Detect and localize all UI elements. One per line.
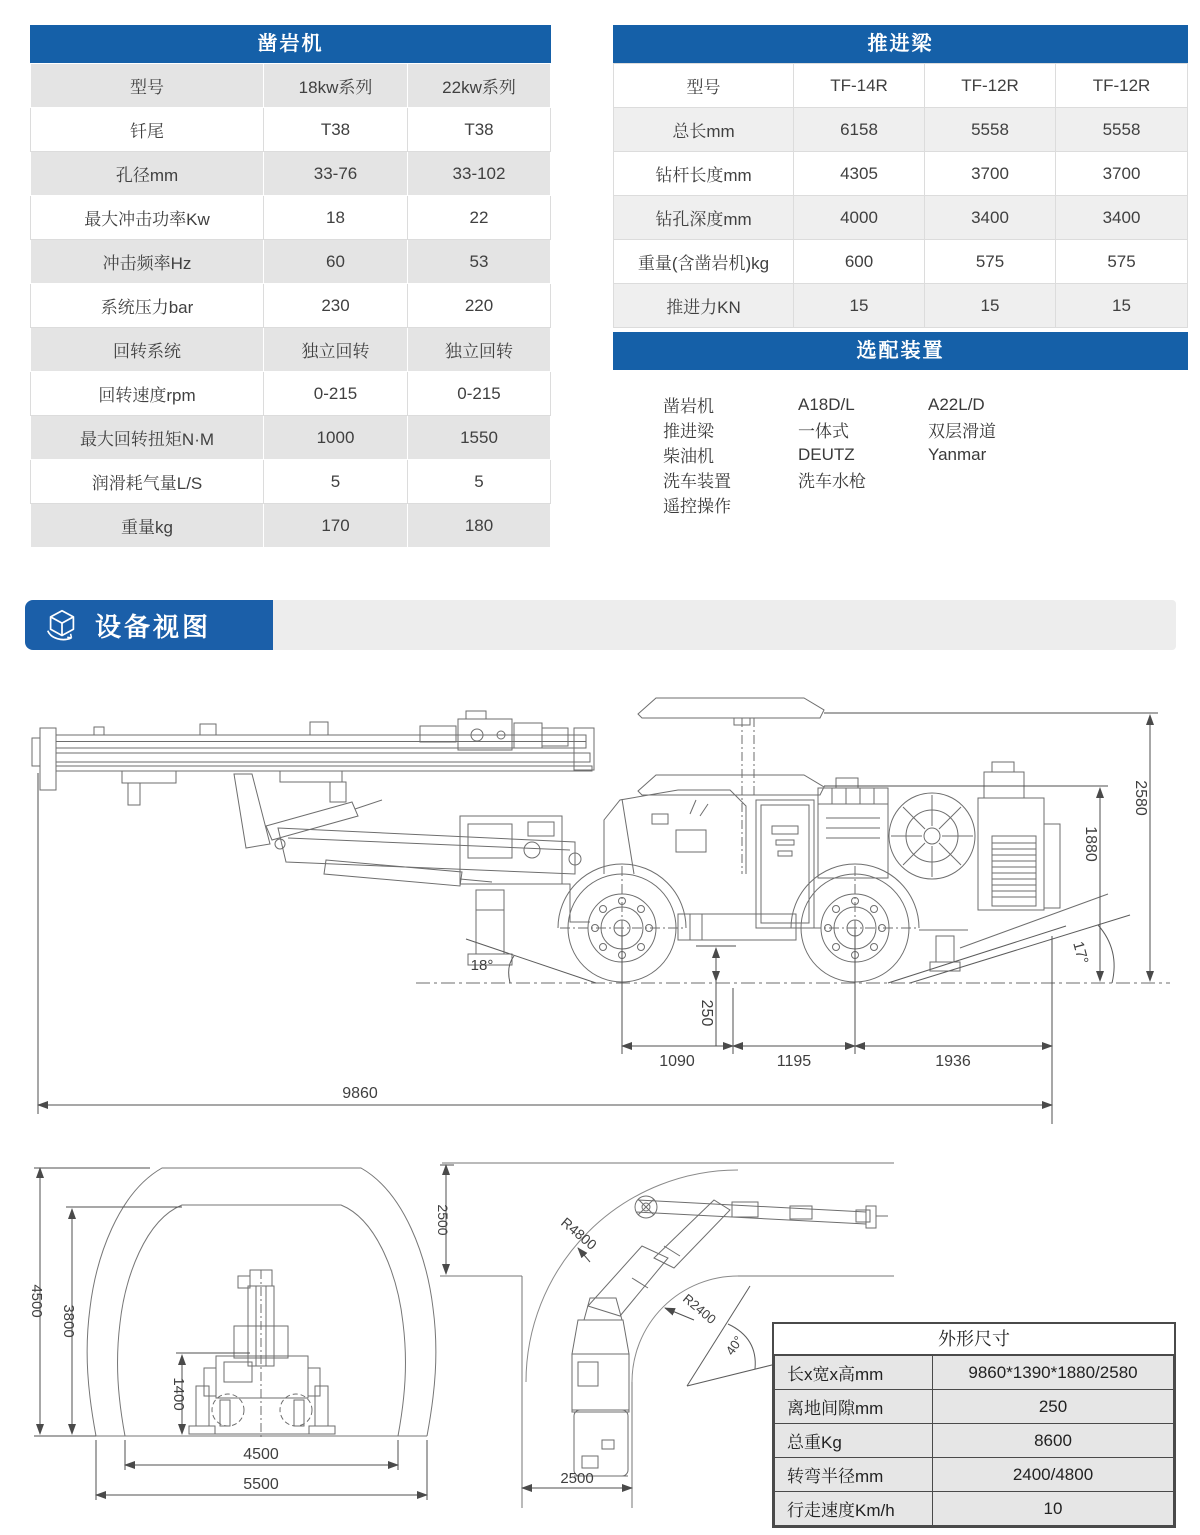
table-row [614, 284, 1188, 328]
table-cell: 6158 [794, 108, 925, 152]
table-cell: 33-102 [408, 152, 551, 196]
dim-corridor-width: 2500 [435, 1204, 451, 1236]
equipment-box [818, 778, 888, 878]
rotating-cube-icon [43, 606, 81, 644]
table-cell: 行走速度Km/h [775, 1492, 933, 1526]
dim-c: 1936 [935, 1053, 971, 1070]
table-cell: 1550 [408, 416, 551, 460]
table-cell: 250 [933, 1390, 1174, 1424]
table-cell: TF-12R [925, 64, 1056, 108]
optional-equipment-table [663, 392, 1188, 517]
dim-outer-radius: R4800 [558, 1214, 600, 1253]
table-row [775, 1424, 1174, 1458]
table-row [31, 284, 551, 328]
table-row [31, 328, 551, 372]
table-cell: 18 [264, 196, 408, 240]
table-cell: 回转速度rpm [31, 372, 264, 416]
feed-beam-table [613, 63, 1188, 328]
table-cell: 2400/4800 [933, 1458, 1174, 1492]
table-cell: 18kw系列 [264, 64, 408, 108]
table-cell: A18D/L [798, 394, 855, 414]
table-cell: 钻孔深度mm [614, 196, 794, 240]
table-cell: T38 [264, 108, 408, 152]
table-cell: 凿岩机 [663, 397, 714, 416]
table-row [614, 240, 1188, 284]
table-cell: 170 [264, 504, 408, 548]
rock-drill-title: 凿岩机 [30, 25, 551, 63]
table-cell: 系统压力bar [31, 284, 264, 328]
table-cell: 15 [925, 284, 1056, 328]
table-cell: 洗车装置 [663, 472, 731, 491]
table-row [663, 417, 1188, 442]
table-row [31, 416, 551, 460]
table-row [775, 1492, 1174, 1526]
table-cell: 型号 [31, 64, 264, 108]
feed-beam [32, 711, 594, 805]
front-view-drawing [10, 1158, 460, 1526]
table-cell: 180 [408, 504, 551, 548]
equipment-view-title: 设备视图 [95, 611, 212, 642]
dim-inner-width: 4500 [243, 1446, 279, 1463]
table-cell: 22kw系列 [408, 64, 551, 108]
table-cell: DEUTZ [798, 444, 855, 464]
table-cell: Yanmar [928, 444, 987, 464]
cable-reel [889, 793, 975, 879]
table-row [31, 64, 551, 108]
dim-angle-rear: 17° [1069, 939, 1092, 966]
table-row [775, 1390, 1174, 1424]
table-cell: 双层滑道 [928, 422, 996, 441]
table-cell: 3400 [1056, 196, 1188, 240]
table-cell: 钎尾 [31, 108, 264, 152]
dim-articulation-angle: 40° [722, 1333, 747, 1358]
table-row [31, 240, 551, 284]
equipment-view-tab [25, 600, 273, 650]
optional-equipment-title: 选配装置 [613, 332, 1188, 370]
table-row [31, 460, 551, 504]
table-cell: 4305 [794, 152, 925, 196]
dim-angle-front: 18° [470, 957, 494, 974]
table-cell: 转弯半径mm [775, 1458, 933, 1492]
side-dimensions [38, 713, 1158, 1124]
table-cell: TF-14R [794, 64, 925, 108]
table-cell: 5 [264, 460, 408, 504]
feed-beam-panel [613, 25, 1188, 328]
front-dimensions [34, 1168, 427, 1500]
table-cell: TF-12R [1056, 64, 1188, 108]
table-cell [798, 492, 928, 517]
table-cell: 遥控操作 [663, 497, 731, 516]
table-cell: 3700 [925, 152, 1056, 196]
rock-drill-panel [30, 25, 551, 548]
table-row [775, 1458, 1174, 1492]
table-cell: 8600 [933, 1424, 1174, 1458]
dim-height-body: 1880 [1082, 826, 1099, 862]
table-cell: 最大回转扭矩N·M [31, 416, 264, 460]
table-cell: 3400 [925, 196, 1056, 240]
table-cell: 重量kg [31, 504, 264, 548]
table-cell [928, 492, 1188, 517]
table-cell: 独立回转 [264, 328, 408, 372]
table-row [31, 504, 551, 548]
table-cell: 总重Kg [775, 1424, 933, 1458]
table-cell: 15 [794, 284, 925, 328]
table-cell: 润滑耗气量L/S [31, 460, 264, 504]
table-row [31, 196, 551, 240]
table-row [663, 392, 1188, 417]
table-row [663, 442, 1188, 467]
dim-ground-clearance: 250 [698, 999, 715, 1027]
table-cell: 洗车水枪 [798, 472, 866, 491]
table-cell: 4000 [794, 196, 925, 240]
table-cell: 长x宽x高mm [775, 1356, 933, 1390]
table-cell: 53 [408, 240, 551, 284]
dim-a: 1090 [659, 1053, 695, 1070]
table-cell: 0-215 [408, 372, 551, 416]
table-cell: 600 [794, 240, 925, 284]
table-cell: 推进力KN [614, 284, 794, 328]
table-cell: A22L/D [928, 394, 985, 414]
dim-tunnel-width: 5500 [243, 1476, 279, 1493]
optional-equipment-panel [613, 332, 1188, 517]
chassis [460, 816, 1108, 971]
table-row [31, 372, 551, 416]
table-cell: 9860*1390*1880/2580 [933, 1356, 1174, 1390]
table-row [31, 108, 551, 152]
table-cell: 总长mm [614, 108, 794, 152]
turning-arcs [526, 1170, 738, 1382]
table-cell: 5 [408, 460, 551, 504]
feed-beam-title: 推进梁 [613, 25, 1188, 63]
dim-inner-radius: R2400 [680, 1290, 720, 1327]
overall-dimensions-title: 外形尺寸 [774, 1324, 1174, 1355]
table-row [614, 108, 1188, 152]
table-cell: T38 [408, 108, 551, 152]
table-row [614, 152, 1188, 196]
dim-tunnel-height: 4500 [28, 1284, 45, 1318]
table-cell: 柴油机 [663, 447, 714, 466]
table-row [614, 64, 1188, 108]
table-row [663, 492, 1188, 517]
table-cell: 3700 [1056, 152, 1188, 196]
table-cell: 一体式 [798, 422, 849, 441]
boom-arm [234, 774, 581, 886]
rock-drill-table [30, 63, 551, 548]
table-cell: 回转系统 [31, 328, 264, 372]
table-cell: 5558 [1056, 108, 1188, 152]
dim-height-max: 2580 [1132, 780, 1149, 816]
dim-inner-height: 3800 [60, 1304, 77, 1338]
table-cell: 1000 [264, 416, 408, 460]
table-cell: 型号 [614, 64, 794, 108]
angle-lines [466, 915, 1130, 983]
table-cell: 230 [264, 284, 408, 328]
table-cell: 33-76 [264, 152, 408, 196]
side-view-drawing [30, 678, 1190, 1140]
table-cell: 最大冲击功率Kw [31, 196, 264, 240]
dim-b: 1195 [776, 1053, 812, 1070]
table-cell: 独立回转 [408, 328, 551, 372]
table-cell: 10 [933, 1492, 1174, 1526]
table-row [663, 467, 1188, 492]
table-cell: 575 [1056, 240, 1188, 284]
table-row [31, 152, 551, 196]
table-cell: 重量(含凿岩机)kg [614, 240, 794, 284]
overall-dimensions-table [774, 1355, 1174, 1526]
table-cell: 5558 [925, 108, 1056, 152]
table-cell: 离地间隙mm [775, 1390, 933, 1424]
hydraulic-cabinet [756, 800, 814, 928]
cab [604, 790, 746, 874]
table-cell: 0-215 [264, 372, 408, 416]
table-cell: 钻杆长度mm [614, 152, 794, 196]
table-cell [928, 467, 1188, 492]
table-cell: 推进梁 [663, 422, 714, 441]
table-cell: 60 [264, 240, 408, 284]
table-cell: 15 [1056, 284, 1188, 328]
dim-passage-width: 2500 [560, 1470, 594, 1487]
table-cell: 孔径mm [31, 152, 264, 196]
table-cell: 220 [408, 284, 551, 328]
table-cell: 冲击频率Hz [31, 240, 264, 284]
dim-total-length: 9860 [342, 1085, 378, 1102]
engine-compartment [978, 762, 1060, 910]
table-cell: 22 [408, 196, 551, 240]
dim-machine-height: 1400 [170, 1377, 187, 1411]
table-row [775, 1356, 1174, 1390]
overall-dimensions-panel [772, 1322, 1176, 1528]
table-cell: 575 [925, 240, 1056, 284]
table-row [614, 196, 1188, 240]
machine-front-view [189, 1270, 335, 1440]
canopy [638, 698, 824, 874]
